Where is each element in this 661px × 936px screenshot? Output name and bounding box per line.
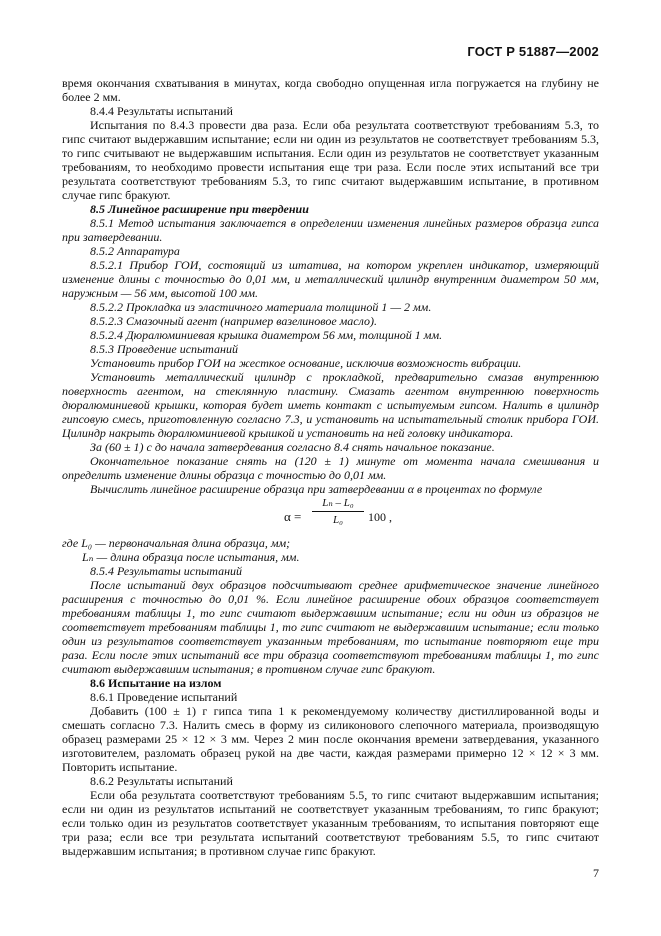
- section-heading: 8.6 Испытание на излом: [90, 676, 222, 690]
- paragraph: Испытания по 8.4.3 провести два раза. Если оба результата соответствуют требованиям 5.3, то гипс считают выдержавшим испытание; если ни один из результатов не соответствует требованиям 5.3, то гипс считывают не выдержавшим испытания. Если один из результатов не соответствует указанным требованиям, то необходимо провести испытания еще три раза. Если после этих испытаний все три результата соответствуют требованиям 5.3, то гипс считают выдержавшим испытание, в противном случае гипс бракуют.: [62, 118, 599, 202]
- paragraph: Если оба результата соответствуют требованиям 5.5, то гипс считают выдержавшим испытания; если ни один из результатов испытаний не соответствует указанным требованиям, то гипс бракуют; если только один из результатов соответствует указанным требованиям, то испытания повторяют еще три раза; если все три результата испытаний соответствуют требованиям 5.5, то гипс считают выдержавшим испытания; в противном случае гипс бракуют.: [62, 788, 599, 858]
- section-heading: 8.5 Линейное расширение при твердении: [90, 202, 309, 216]
- document-header: ГОСТ Р 51887—2002: [467, 44, 599, 59]
- paragraph: После испытаний двух образцов подсчитывают среднее арифметическое значение линейного расширения с точностью до 0,01 %. Если линейное расширение обоих образцов соответствует требованиям таблицы 1, то гипс считают выдержавшим испытание; если ни один из образцов не соответствует требованиям таблицы 1, то гипс считают не выдержавшим испытание; если только один из результатов соответствует указанным требованиям, то испытание повторяют еще три раза. Если после этих испытаний все три образца соответствуют требованиям таблицы 1, то гипс считают выдержавшим испытания; в противном случае гипс бракуют.: [62, 578, 599, 676]
- paragraph: время окончания схватывания в минутах, когда свободно опущенная игла погружается на глубину не более 2 мм.: [62, 76, 599, 104]
- section-heading: 8.6.1 Проведение испытаний: [90, 690, 238, 704]
- formula-numerator: Lₙ – L₀: [312, 496, 364, 512]
- paragraph: Окончательное показание снять на (120 ± 1) минуте от момента начала смешивания и определить изменение длины образца с точностью до 0,01 мм.: [62, 454, 599, 482]
- page-number: 7: [593, 866, 599, 880]
- paragraph: 8.5.1 Метод испытания заключается в определении изменения линейных размеров образца гипса при затвердевании.: [62, 216, 599, 244]
- section-heading: 8.5.2 Аппаратура: [90, 244, 180, 258]
- paragraph: Добавить (100 ± 1) г гипса типа 1 к рекомендуемому количеству дистиллированной воды и смешать согласно 7.3. Налить смесь в форму из силиконового слепочного материала, производящую образец размерами 25 × 12 × 3 мм. Через 2 мин после окончания времени затвердевания, указанного изготовителем, разломать образец рукой на две части, каждая размерами примерно 12 × 12 × 3 мм. Повторить испытание.: [62, 704, 599, 774]
- paragraph: где L₀ — первоначальная длина образца, мм;: [62, 536, 291, 550]
- section-heading: 8.5.4 Результаты испытаний: [90, 564, 243, 578]
- formula-denominator: L₀: [333, 514, 343, 526]
- paragraph: Lₙ — длина образца после испытания, мм.: [82, 550, 300, 564]
- formula-rhs: 100 ,: [368, 510, 392, 524]
- section-heading: 8.5.3 Проведение испытаний: [90, 342, 238, 356]
- paragraph: За (60 ± 1) с до начала затвердевания согласно 8.4 снять начальное показание.: [90, 440, 495, 454]
- paragraph: 8.5.2.4 Дюралюминиевая крышка диаметром 56 мм, толщиной 1 мм.: [90, 328, 443, 342]
- section-heading: 8.6.2 Результаты испытаний: [90, 774, 233, 788]
- paragraph: Установить прибор ГОИ на жесткое основание, исключив возможность вибрации.: [90, 356, 522, 370]
- document-body: [62, 76, 599, 858]
- formula-fraction: [312, 496, 364, 527]
- paragraph: 8.5.2.3 Смазочный агент (например вазелиновое масло).: [90, 314, 377, 328]
- paragraph: Установить металлический цилиндр с прокладкой, предварительно смазав внутреннюю поверхность агентом, на стеклянную пластину. Смазать агентом внутреннюю поверхность дюралюминиевой крышки, которая будет иметь контакт с испытуемым гипсом. Налить в цилиндр гипсовую смесь, приготовленную согласно 7.3, и установить на испытательный столик прибора ГОИ. Цилиндр накрыть дюралюминиевой крышкой и установить на ней головку индикатора.: [62, 370, 599, 440]
- paragraph: 8.5.2.2 Прокладка из эластичного материала толщиной 1 — 2 мм.: [90, 300, 432, 314]
- section-heading: 8.4.4 Результаты испытаний: [90, 104, 233, 118]
- paragraph: Вычислить линейное расширение образца при затвердевании α в процентах по формуле: [90, 482, 543, 496]
- formula-lhs: α =: [284, 509, 302, 524]
- paragraph: 8.5.2.1 Прибор ГОИ, состоящий из штатива, на котором укреплен индикатор, измеряющий изменение длины с точностью до 0,01 мм, и металлический цилиндр внутренним диаметром 50 мм, наружным — 56 мм, высотой 100 мм.: [62, 258, 599, 300]
- formula: [62, 496, 599, 536]
